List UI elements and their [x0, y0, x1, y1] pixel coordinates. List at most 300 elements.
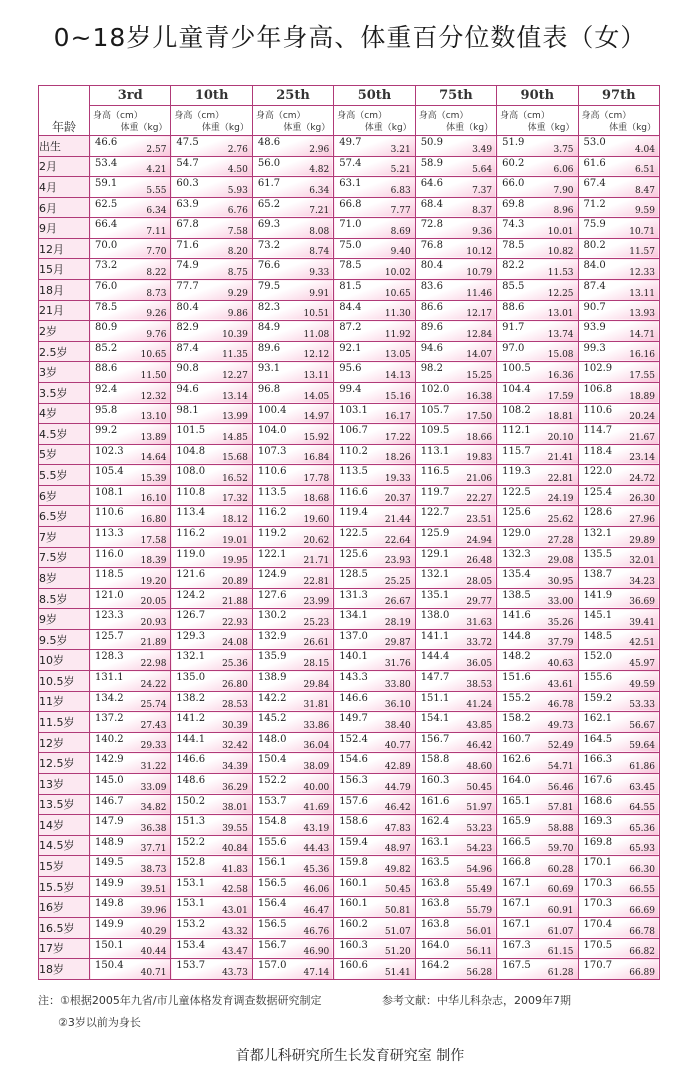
height-value: 119.0	[176, 548, 206, 560]
height-value: 156.1	[257, 857, 287, 869]
value-cell	[415, 280, 496, 301]
weight-value: 29.77	[466, 597, 493, 608]
table-row	[39, 588, 660, 609]
height-value: 60.3	[176, 178, 199, 190]
value-cell	[252, 362, 333, 383]
table-row	[39, 547, 660, 568]
weight-value: 8.22	[146, 268, 167, 279]
table-row	[39, 156, 660, 177]
weight-value: 31.63	[466, 617, 493, 628]
weight-value: 6.83	[390, 185, 411, 196]
table-row	[39, 280, 660, 301]
weight-value: 36.69	[629, 597, 655, 608]
height-value: 61.6	[583, 157, 606, 169]
height-value: 167.1	[502, 918, 531, 930]
weight-value: 29.33	[140, 741, 167, 752]
age-label: 12.5岁	[39, 753, 90, 774]
table-row	[39, 856, 660, 877]
value-cell	[578, 547, 659, 568]
height-value: 95.6	[339, 363, 362, 375]
value-cell	[171, 485, 252, 506]
weight-value: 20.37	[384, 494, 411, 505]
weight-value: 34.23	[629, 576, 655, 587]
weight-value: 32.42	[222, 741, 248, 752]
weight-value: 24.94	[466, 535, 493, 546]
height-value: 129.3	[176, 630, 206, 642]
weight-value: 8.96	[553, 206, 574, 217]
height-value: 152.4	[339, 733, 368, 745]
height-value: 153.1	[176, 877, 206, 889]
weight-value: 18.66	[466, 432, 493, 443]
weight-value: 38.01	[222, 803, 248, 814]
value-cell	[171, 197, 252, 218]
value-cell	[171, 835, 252, 856]
weight-value: 21.88	[222, 597, 248, 608]
weight-value: 23.14	[629, 453, 655, 464]
value-cell	[171, 280, 252, 301]
height-value: 119.2	[257, 527, 287, 539]
height-value: 93.1	[257, 363, 281, 375]
weight-value: 13.89	[140, 432, 167, 443]
weight-value: 5.64	[472, 165, 493, 176]
weight-value: 46.90	[303, 947, 330, 958]
value-cell	[497, 424, 578, 445]
value-cell	[171, 341, 252, 362]
height-value: 124.2	[176, 589, 206, 601]
value-cell	[497, 897, 578, 918]
value-cell	[578, 156, 659, 177]
value-cell	[415, 547, 496, 568]
weight-value: 14.05	[303, 391, 330, 402]
height-label: 身高（cm）	[581, 111, 632, 121]
weight-value: 22.27	[466, 494, 493, 505]
value-cell	[578, 588, 659, 609]
weight-value: 26.30	[629, 494, 655, 505]
weight-value: 44.43	[303, 844, 330, 855]
weight-value: 4.82	[309, 165, 330, 176]
value-cell	[415, 794, 496, 815]
value-cell	[252, 156, 333, 177]
weight-value: 23.99	[303, 597, 330, 608]
height-value: 129.1	[420, 548, 450, 560]
value-cell	[415, 465, 496, 486]
weight-value: 20.05	[140, 597, 167, 608]
height-value: 166.5	[502, 836, 531, 848]
weight-value: 49.59	[629, 679, 655, 690]
weight-value: 9.91	[309, 288, 330, 299]
value-cell	[252, 794, 333, 815]
height-value: 160.1	[339, 898, 368, 910]
height-value: 167.5	[502, 960, 531, 972]
weight-value: 10.12	[466, 247, 493, 258]
weight-value: 2.57	[146, 144, 167, 155]
height-value: 128.3	[95, 651, 124, 663]
value-cell	[578, 485, 659, 506]
height-value: 153.4	[176, 939, 206, 951]
weight-value: 36.10	[384, 700, 411, 711]
table-row	[39, 362, 660, 383]
percentile-header-row	[39, 86, 660, 106]
value-cell	[415, 856, 496, 877]
value-cell	[578, 753, 659, 774]
height-value: 160.1	[339, 877, 368, 889]
height-value: 138.2	[176, 692, 206, 704]
weight-value: 20.62	[303, 535, 330, 546]
height-value: 80.2	[583, 239, 606, 251]
height-value: 105.4	[95, 466, 124, 478]
age-label: 17岁	[39, 938, 90, 959]
value-cell	[252, 712, 333, 733]
weight-value: 13.11	[629, 288, 655, 299]
age-label: 6岁	[39, 485, 90, 506]
value-cell	[497, 300, 578, 321]
value-cell	[497, 382, 578, 403]
height-value: 51.9	[502, 137, 525, 148]
weight-value: 60.69	[547, 885, 574, 896]
weight-value: 24.22	[140, 679, 167, 690]
height-value: 145.0	[95, 774, 124, 786]
value-cell	[334, 280, 415, 301]
height-value: 126.7	[176, 610, 206, 622]
weight-value: 13.11	[303, 370, 330, 381]
height-value: 102.9	[583, 363, 613, 375]
value-cell	[415, 197, 496, 218]
weight-value: 10.82	[547, 247, 574, 258]
weight-value: 44.79	[384, 782, 411, 793]
height-value: 49.7	[339, 137, 362, 148]
weight-value: 24.08	[222, 638, 248, 649]
weight-value: 36.04	[303, 741, 330, 752]
height-value: 76.6	[257, 260, 281, 272]
weight-value: 66.82	[629, 947, 655, 958]
height-value: 104.4	[502, 383, 531, 395]
height-value: 158.6	[339, 816, 368, 828]
value-cell	[334, 300, 415, 321]
height-value: 98.2	[420, 363, 443, 375]
value-cell	[90, 485, 171, 506]
height-value: 107.3	[257, 445, 287, 457]
weight-value: 52.49	[547, 741, 574, 752]
height-value: 104.0	[257, 425, 287, 437]
weight-value: 46.06	[303, 885, 330, 896]
weight-value: 45.97	[629, 659, 655, 670]
value-cell	[90, 424, 171, 445]
weight-value: 46.42	[466, 741, 493, 752]
height-value: 156.5	[257, 918, 287, 930]
table-row	[39, 382, 660, 403]
height-value: 99.3	[583, 342, 606, 354]
height-value: 84.0	[583, 260, 606, 272]
height-value: 162.6	[502, 754, 531, 766]
height-value: 165.9	[502, 816, 531, 828]
height-value: 140.1	[339, 651, 368, 663]
height-value: 144.1	[176, 733, 206, 745]
measure-header-row	[39, 106, 660, 136]
weight-value: 9.59	[634, 206, 655, 217]
value-cell	[252, 218, 333, 239]
height-value: 48.6	[257, 137, 281, 148]
value-cell	[252, 300, 333, 321]
weight-value: 61.15	[547, 947, 574, 958]
weight-value: 30.95	[547, 576, 574, 587]
age-label: 8.5岁	[39, 588, 90, 609]
height-value: 152.2	[176, 836, 206, 848]
weight-value: 42.58	[222, 885, 248, 896]
weight-value: 46.78	[547, 700, 574, 711]
weight-value: 8.69	[390, 226, 411, 237]
weight-value: 13.99	[222, 412, 248, 423]
value-cell	[334, 197, 415, 218]
value-cell	[415, 629, 496, 650]
value-cell	[415, 424, 496, 445]
age-label: 11岁	[39, 691, 90, 712]
age-label: 16岁	[39, 897, 90, 918]
age-label: 15月	[39, 259, 90, 280]
height-value: 87.4	[176, 342, 199, 354]
height-value: 135.5	[583, 548, 613, 560]
table-row	[39, 794, 660, 815]
weight-value: 18.26	[384, 453, 411, 464]
table-row	[39, 341, 660, 362]
value-cell	[171, 424, 252, 445]
value-cell	[578, 938, 659, 959]
weight-value: 9.76	[146, 329, 167, 340]
table-row	[39, 485, 660, 506]
height-value: 90.8	[176, 363, 199, 375]
weight-value: 61.86	[629, 761, 655, 772]
height-value: 84.4	[339, 301, 362, 313]
height-value: 152.2	[257, 774, 287, 786]
value-cell	[90, 753, 171, 774]
table-row	[39, 691, 660, 712]
height-value: 149.9	[95, 877, 124, 889]
value-cell	[578, 732, 659, 753]
weight-value: 66.78	[629, 926, 655, 937]
height-value: 160.3	[420, 774, 450, 786]
value-cell	[497, 238, 578, 259]
value-cell	[90, 321, 171, 342]
height-value: 118.4	[583, 445, 613, 457]
weight-value: 13.01	[547, 309, 574, 320]
height-value: 167.1	[502, 898, 531, 910]
value-cell	[90, 526, 171, 547]
height-value: 161.6	[420, 795, 450, 807]
age-label: 2岁	[39, 321, 90, 342]
value-cell	[334, 650, 415, 671]
weight-value: 29.08	[547, 556, 574, 567]
value-cell	[171, 238, 252, 259]
height-value: 141.2	[176, 713, 206, 725]
value-cell	[252, 876, 333, 897]
height-value: 156.7	[257, 939, 287, 951]
weight-value: 11.30	[384, 309, 411, 320]
height-value: 74.9	[176, 260, 199, 272]
height-value: 89.6	[420, 322, 443, 334]
value-cell	[497, 177, 578, 198]
height-value: 163.1	[420, 836, 450, 848]
height-value: 163.5	[420, 857, 450, 869]
table-row	[39, 650, 660, 671]
weight-value: 9.40	[390, 247, 411, 258]
table-row	[39, 568, 660, 589]
weight-value: 6.34	[146, 206, 167, 217]
value-cell	[171, 382, 252, 403]
height-value: 156.7	[420, 733, 450, 745]
age-label: 13岁	[39, 773, 90, 794]
weight-value: 65.93	[629, 844, 655, 855]
height-value: 159.4	[339, 836, 368, 848]
age-label: 4.5岁	[39, 424, 90, 445]
height-value: 88.6	[502, 301, 525, 313]
value-cell	[415, 485, 496, 506]
value-cell	[497, 136, 578, 157]
height-label: 身高（cm）	[337, 111, 387, 121]
value-cell	[578, 876, 659, 897]
height-value: 138.7	[583, 569, 613, 581]
weight-value: 13.10	[140, 412, 167, 423]
weight-value: 21.41	[547, 453, 574, 464]
height-value: 170.7	[583, 960, 613, 972]
value-cell	[578, 794, 659, 815]
value-cell	[171, 136, 252, 157]
weight-value: 18.81	[547, 412, 574, 423]
value-cell	[171, 856, 252, 877]
weight-value: 31.22	[140, 761, 167, 772]
value-cell	[415, 568, 496, 589]
value-cell	[578, 300, 659, 321]
height-value: 131.3	[339, 589, 368, 601]
measure-header-cell	[415, 106, 496, 136]
height-value: 141.9	[583, 589, 613, 601]
height-label: 身高（cm）	[500, 111, 550, 121]
weight-value: 16.84	[303, 453, 330, 464]
weight-value: 7.21	[309, 206, 330, 217]
value-cell	[252, 609, 333, 630]
height-value: 65.2	[257, 198, 281, 210]
table-body	[39, 136, 660, 980]
percentile-header: 25th	[252, 86, 333, 106]
height-value: 82.3	[257, 301, 281, 313]
value-cell	[171, 815, 252, 836]
height-value: 96.8	[257, 383, 281, 395]
height-value: 109.5	[420, 425, 450, 437]
weight-value: 16.17	[384, 412, 411, 423]
value-cell	[497, 341, 578, 362]
value-cell	[497, 259, 578, 280]
table-row	[39, 959, 660, 980]
value-cell	[415, 238, 496, 259]
height-value: 80.9	[95, 322, 118, 334]
value-cell	[497, 712, 578, 733]
height-value: 166.8	[502, 857, 531, 869]
weight-value: 54.71	[547, 761, 574, 772]
value-cell	[497, 568, 578, 589]
value-cell	[415, 177, 496, 198]
value-cell	[252, 568, 333, 589]
weight-label: 体重（kg）	[201, 123, 249, 133]
weight-value: 56.11	[466, 947, 493, 958]
weight-value: 42.89	[384, 761, 411, 772]
height-value: 110.6	[95, 507, 124, 519]
weight-value: 10.65	[384, 288, 411, 299]
value-cell	[415, 341, 496, 362]
weight-value: 66.30	[629, 864, 655, 875]
value-cell	[252, 588, 333, 609]
weight-value: 37.71	[140, 844, 167, 855]
value-cell	[90, 218, 171, 239]
weight-value: 29.87	[384, 638, 411, 649]
value-cell	[252, 650, 333, 671]
footnote-1: 注：①根据2005年九省/市儿童体格发育调查数据研究制定	[38, 994, 322, 1007]
height-value: 87.4	[583, 281, 606, 293]
value-cell	[90, 856, 171, 877]
height-value: 170.3	[583, 898, 613, 910]
value-cell	[252, 753, 333, 774]
weight-value: 17.59	[547, 391, 574, 402]
value-cell	[415, 691, 496, 712]
value-cell	[578, 177, 659, 198]
height-value: 58.9	[420, 157, 443, 169]
weight-value: 33.09	[140, 782, 167, 793]
weight-value: 66.69	[629, 905, 655, 916]
weight-value: 25.62	[547, 514, 574, 525]
height-value: 132.1	[583, 527, 613, 539]
value-cell	[497, 959, 578, 980]
height-label: 身高（cm）	[418, 111, 469, 121]
height-value: 70.0	[95, 239, 118, 251]
height-value: 84.9	[257, 322, 281, 334]
height-value: 47.5	[176, 137, 199, 148]
age-label: 3岁	[39, 362, 90, 383]
table-row	[39, 403, 660, 424]
value-cell	[578, 691, 659, 712]
value-cell	[578, 444, 659, 465]
weight-value: 3.49	[472, 144, 493, 155]
weight-value: 15.25	[466, 370, 493, 381]
weight-value: 25.23	[303, 617, 330, 628]
height-value: 134.2	[95, 692, 124, 704]
age-label: 5岁	[39, 444, 90, 465]
value-cell	[578, 238, 659, 259]
weight-value: 50.45	[466, 782, 493, 793]
age-label: 7.5岁	[39, 547, 90, 568]
height-value: 116.2	[257, 507, 287, 519]
height-value: 103.1	[339, 404, 368, 416]
weight-value: 13.74	[547, 329, 574, 340]
height-value: 163.8	[420, 898, 450, 910]
table-row	[39, 815, 660, 836]
height-value: 83.6	[420, 281, 443, 293]
value-cell	[497, 403, 578, 424]
weight-value: 19.60	[303, 514, 330, 525]
value-cell	[497, 815, 578, 836]
height-value: 119.3	[502, 466, 531, 478]
value-cell	[171, 300, 252, 321]
value-cell	[334, 773, 415, 794]
height-value: 170.5	[583, 939, 613, 951]
weight-value: 7.37	[472, 185, 493, 196]
value-cell	[578, 959, 659, 980]
weight-label: 体重（kg）	[446, 123, 494, 133]
value-cell	[415, 773, 496, 794]
value-cell	[171, 526, 252, 547]
value-cell	[90, 773, 171, 794]
value-cell	[415, 588, 496, 609]
height-value: 113.1	[420, 445, 450, 457]
weight-value: 22.98	[140, 659, 167, 670]
weight-value: 6.06	[553, 165, 574, 176]
value-cell	[90, 506, 171, 527]
